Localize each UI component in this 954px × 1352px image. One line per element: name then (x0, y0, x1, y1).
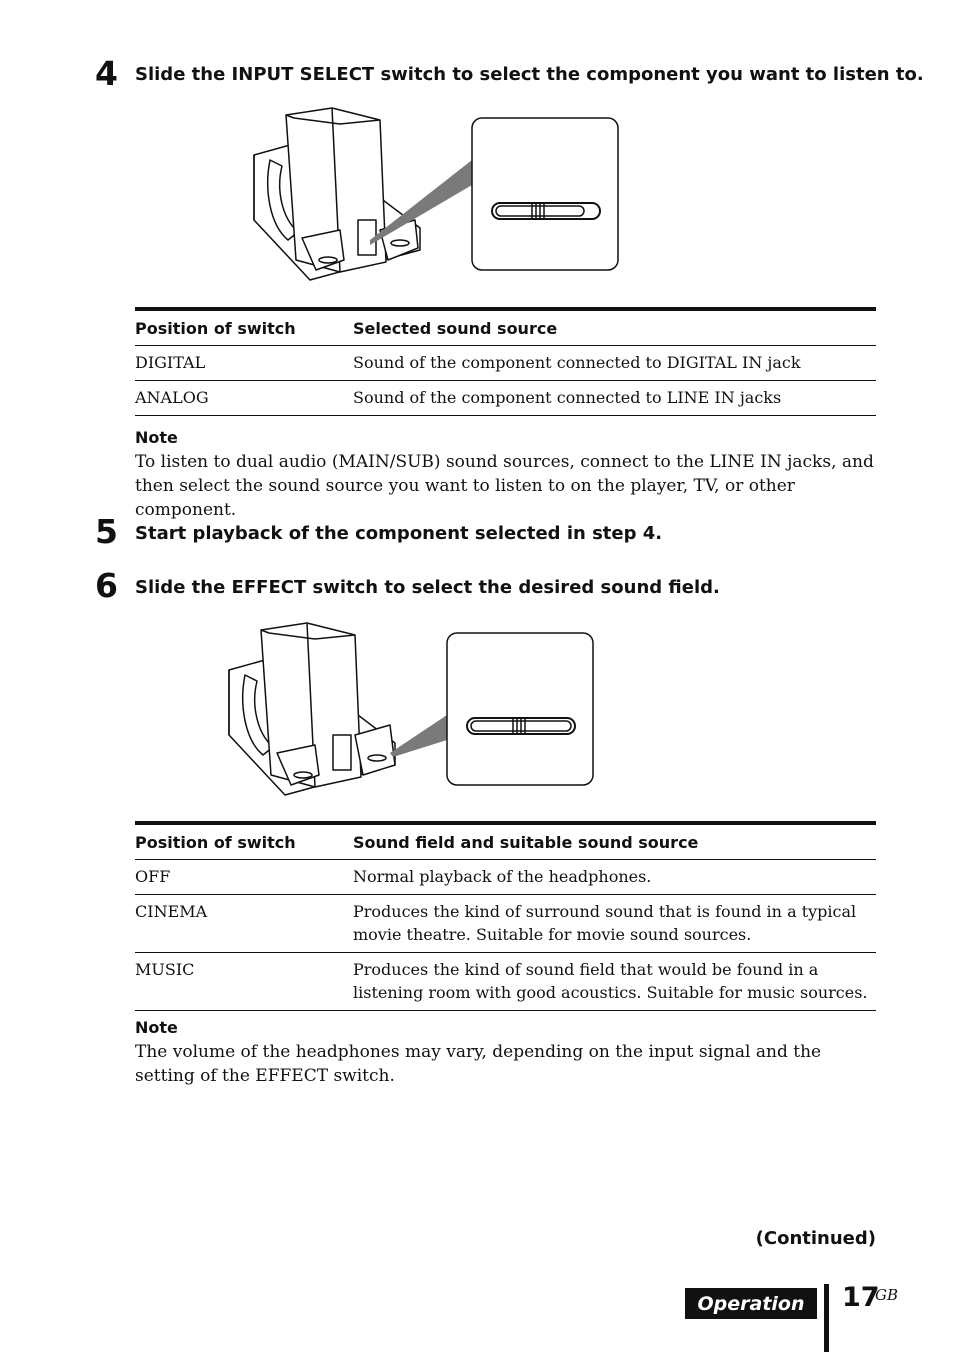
table-cell: Sound of the component connected to LINE IN jacks (353, 381, 876, 416)
transmitter-effect-switch-illustration (215, 615, 605, 805)
page-language-suffix: GB (875, 1286, 899, 1304)
table-row (135, 895, 876, 953)
table-header-row (135, 309, 876, 346)
table-cell: Sound of the component connected to DIGITAL IN jack (353, 346, 876, 381)
step-4-number: 4 (95, 54, 118, 93)
table-cell: MUSIC (135, 953, 353, 1011)
table-row (135, 860, 876, 895)
step-4-instruction: Slide the INPUT SELECT switch to select the component you want to listen to. (135, 64, 924, 85)
table-cell: ANALOG (135, 381, 353, 416)
table-row (135, 381, 876, 416)
table-row (135, 953, 876, 1011)
input-select-table (135, 307, 876, 416)
table-cell: OFF (135, 860, 353, 895)
transmitter-input-select-illustration (240, 100, 630, 290)
column-header: Position of switch (135, 309, 353, 346)
page-divider (824, 1284, 829, 1352)
table-header-row (135, 823, 876, 860)
note-label: Note (135, 1018, 178, 1037)
note-text: To listen to dual audio (MAIN/SUB) sound sources, connect to the LINE IN jacks, and then select the sound source you want to listen to on the player, TV, or other component. (135, 452, 874, 520)
column-header: Sound field and suitable sound source (353, 823, 876, 860)
note-label: Note (135, 428, 178, 447)
section-tab: Operation (685, 1288, 817, 1319)
table-cell: CINEMA (135, 895, 353, 953)
effect-switch-table (135, 821, 876, 1011)
table-cell: Produces the kind of sound field that would be found in a listening room with good acoustics. Suitable for music sources. (353, 953, 876, 1011)
column-header: Position of switch (135, 823, 353, 860)
step-5-number: 5 (95, 512, 118, 551)
column-header: Selected sound source (353, 309, 876, 346)
step-5-instruction: Start playback of the component selected in step 4. (135, 523, 663, 544)
table-cell: Produces the kind of surround sound that is found in a typical movie theatre. Suitable for movie sound sources. (353, 895, 876, 953)
page-number: 17 (842, 1282, 880, 1313)
table-row (135, 346, 876, 381)
note-text: The volume of the headphones may vary, depending on the input signal and the setting of the EFFECT switch. (135, 1042, 822, 1086)
step-6-number: 6 (95, 566, 118, 605)
table-cell: Normal playback of the headphones. (353, 860, 876, 895)
table-cell: DIGITAL (135, 346, 353, 381)
step-6-instruction: Slide the EFFECT switch to select the desired sound field. (135, 577, 720, 598)
continued-label: (Continued) (755, 1228, 876, 1249)
